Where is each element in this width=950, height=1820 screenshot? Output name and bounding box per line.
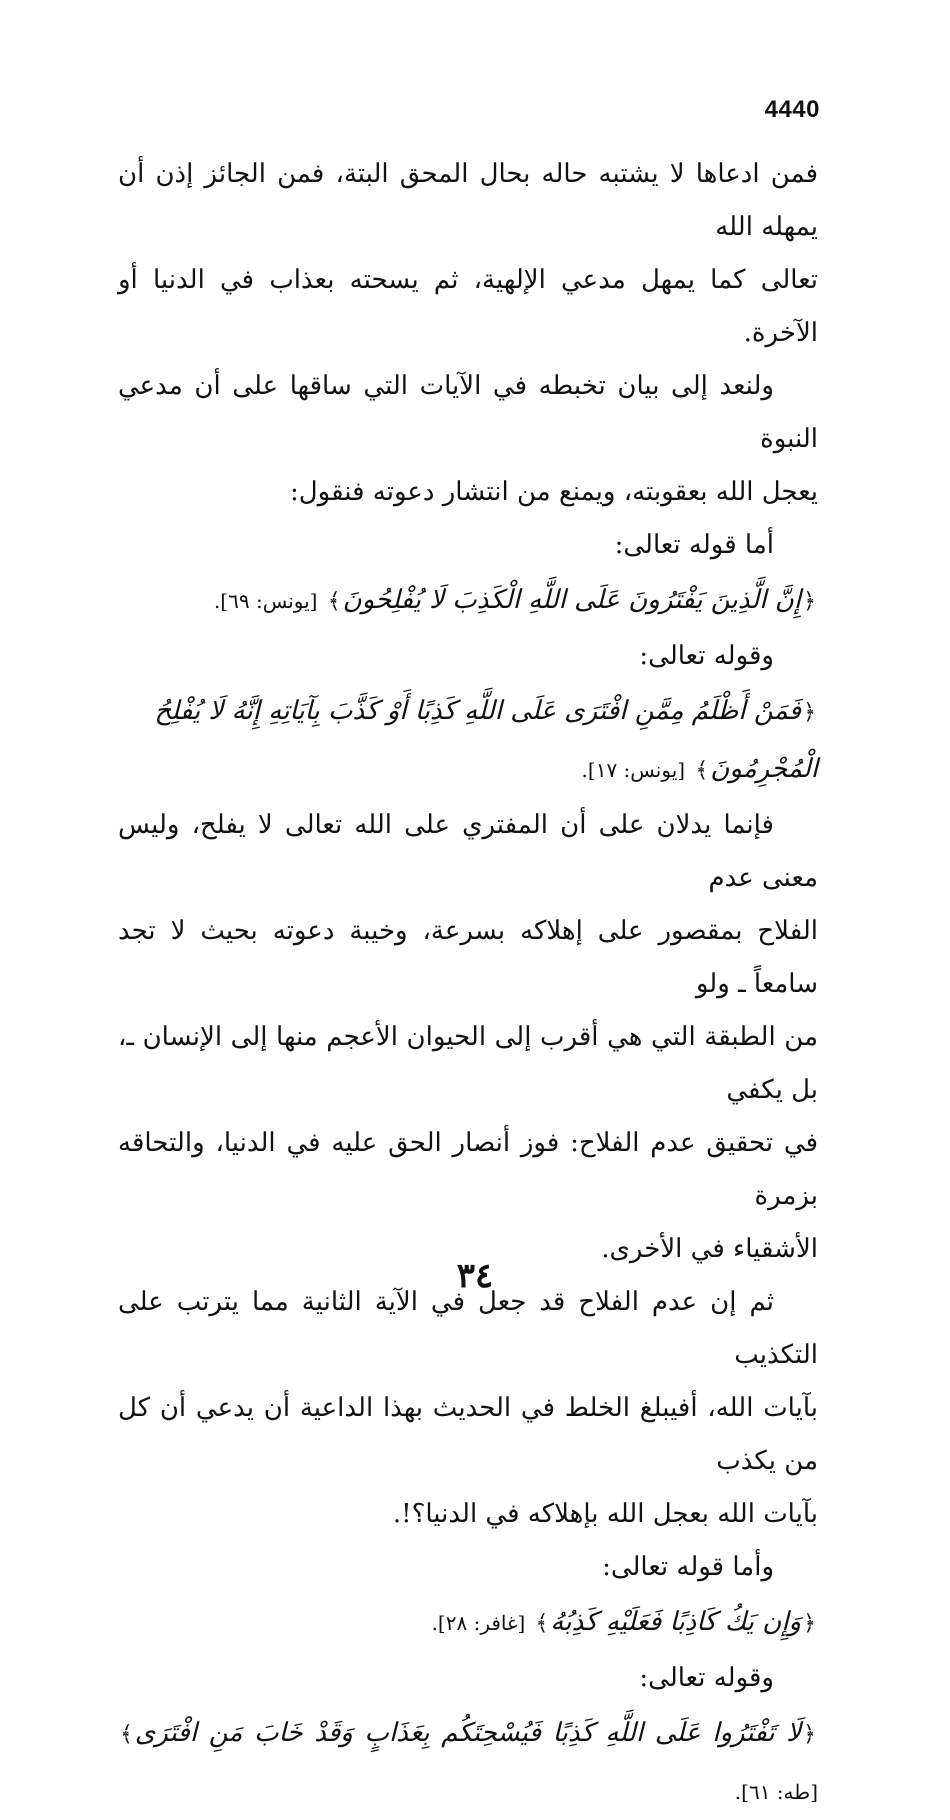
verse-close-bracket: ﴾ bbox=[327, 589, 341, 614]
page-number: ٣٤ bbox=[456, 1256, 494, 1296]
text-line: بآيات الله، أفيبلغ الخلط في الحديث بهذا الداعية أن يدعي أن كل من يكذب bbox=[118, 1393, 818, 1476]
text-line: ولنعد إلى بيان تخبطه في الآيات التي ساقها على أن مدعي النبوة bbox=[118, 371, 818, 454]
page-reference-number: 4440 bbox=[764, 96, 820, 123]
verse-open-bracket: ﴿ bbox=[803, 1611, 816, 1636]
verse-open-bracket: ﴿ bbox=[803, 589, 816, 614]
verse-text: إِنَّ الَّذِينَ يَفْتَرُونَ عَلَى اللَّهِ الْكَذِبَ لَا يُفْلِحُونَ bbox=[342, 585, 802, 615]
text-line: فمن ادعاها لا يشتبه حاله بحال المحق البتة، فمن الجائز إذن أن يمهله الله bbox=[118, 159, 818, 242]
verse-intro: أما قوله تعالى: bbox=[614, 530, 774, 560]
verse-open-bracket: ﴿ bbox=[803, 1722, 816, 1747]
paragraph bbox=[118, 148, 818, 360]
verse-open-bracket: ﴿ bbox=[803, 700, 816, 725]
text-line: الأشقياء في الأخرى. bbox=[601, 1234, 818, 1264]
text-line: الفلاح بمقصور على إهلاكه بسرعة، وخيبة دعوته بحيث لا تجد سامعاً ـ ولو bbox=[118, 916, 818, 999]
text-line: يعجل الله بعقوبته، ويمنع من انتشار دعوته فنقول: bbox=[290, 477, 818, 507]
verse-intro: وقوله تعالى: bbox=[639, 1663, 774, 1693]
text-line: فإنما يدلان على أن المفتري على الله تعالى لا يفلح، وليس معنى عدم bbox=[118, 810, 818, 893]
verse-reference: [يونس: ١٧]. bbox=[581, 758, 686, 782]
paragraph bbox=[118, 360, 818, 519]
quran-verse bbox=[118, 683, 818, 799]
verse-close-bracket: ﴾ bbox=[120, 1722, 133, 1747]
verse-close-bracket: ﴾ bbox=[695, 758, 709, 783]
quran-verse bbox=[118, 1705, 818, 1820]
quran-verse bbox=[118, 1594, 818, 1652]
paragraph bbox=[118, 799, 818, 1276]
verse-reference: [يونس: ٦٩]. bbox=[213, 589, 318, 613]
verse-intro: وقوله تعالى: bbox=[639, 641, 774, 671]
verse-text: وَإِن يَكُ كَاذِبًا فَعَلَيْهِ كَذِبُهُ bbox=[550, 1607, 802, 1637]
verse-close-bracket: ﴾ bbox=[535, 1611, 549, 1636]
quran-verse bbox=[118, 572, 818, 630]
verse-text: الْمُجْرِمُونَ bbox=[710, 754, 818, 784]
paragraph bbox=[118, 1276, 818, 1541]
verse-reference: [طه: ٦١]. bbox=[734, 1780, 818, 1804]
page-body bbox=[118, 148, 818, 1820]
text-line: تعالى كما يمهل مدعي الإلهية، ثم يسحته بعذاب في الدنيا أو الآخرة. bbox=[118, 265, 818, 348]
verse-reference: [غافر: ٢٨]. bbox=[431, 1611, 526, 1635]
verse-text: لَا تَفْتَرُوا عَلَى اللَّهِ كَذِبًا فَيُسْحِتَكُم بِعَذَابٍ وَقَدْ خَابَ مَنِ افْتَرَى bbox=[134, 1718, 802, 1748]
verse-text: فَمَنْ أَظْلَمُ مِمَّنِ افْتَرَى عَلَى اللَّهِ كَذِبًا أَوْ كَذَّبَ بِآيَاتِهِ إِنَّهُ لَا يُفْلِحُ bbox=[154, 696, 802, 726]
text-line: بآيات الله بعجل الله بإهلاكه في الدنيا؟!. bbox=[392, 1499, 818, 1529]
text-line: في تحقيق عدم الفلاح: فوز أنصار الحق عليه في الدنيا، والتحاقه بزمرة bbox=[118, 1128, 818, 1211]
text-line: ثم إن عدم الفلاح قد جعل في الآية الثانية مما يترتب على التكذيب bbox=[118, 1287, 818, 1370]
text-line: من الطبقة التي هي أقرب إلى الحيوان الأعجم منها إلى الإنسان ـ، بل يكفي bbox=[118, 1022, 818, 1105]
verse-intro: وأما قوله تعالى: bbox=[602, 1552, 774, 1582]
